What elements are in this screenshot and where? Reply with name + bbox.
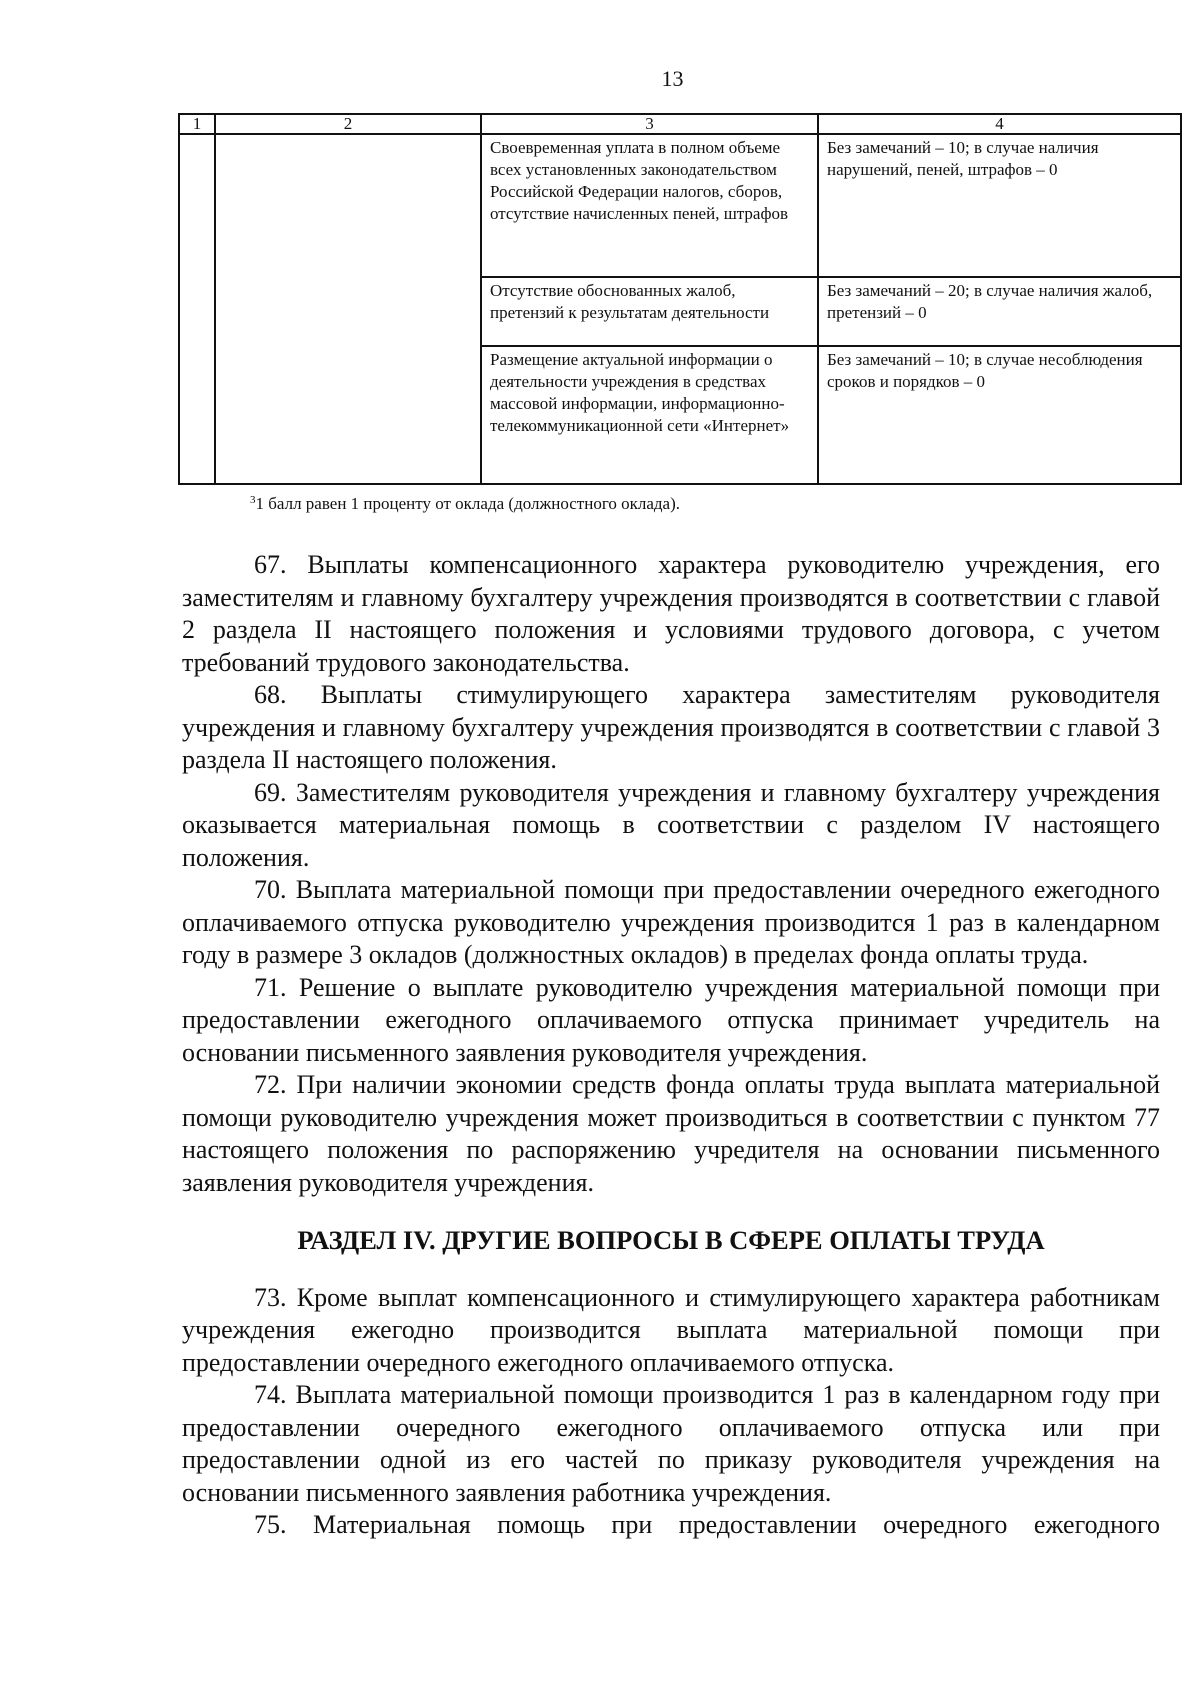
paragraph-69: 69. Заместителям руководителя учреждения и главному бухгалтеру учреждения оказывается материальная помощь в соответствии с разделом IV настоящего положения. <box>182 777 1160 872</box>
criterion-cell: Своевременная уплата в полном объеме всех установленных законодательством Российской Федерации налогов, сборов, отсутствие начисленных пеней, штрафов <box>481 134 818 277</box>
score-cell: Без замечаний – 10; в случае несоблюдения сроков и порядков – 0 <box>818 346 1181 484</box>
table-header-row <box>179 114 1181 134</box>
column-header-4: 4 <box>818 114 1181 134</box>
table-cell-col1 <box>179 134 215 484</box>
table-cell-col2 <box>215 134 481 484</box>
paragraph-70: 70. Выплата материальной помощи при предоставлении очередного ежегодного оплачиваемого отпуска руководителю учреждения производится 1 раз в календарном году в размере 3 окладов (должностных окладов) в пределах фонда оплаты труда. <box>182 875 1160 969</box>
section-title: РАЗДЕЛ IV. ДРУГИЕ ВОПРОСЫ В СФЕРЕ ОПЛАТЫ ТРУДА <box>297 1225 1045 1255</box>
score-cell: Без замечаний – 20; в случае наличия жалоб, претензий – 0 <box>818 277 1181 346</box>
table-footnote <box>250 494 680 514</box>
page-number: 13 <box>661 66 684 91</box>
criteria-table <box>178 113 1182 485</box>
criterion-cell: Размещение актуальной информации о деятельности учреждения в средствах массовой информации, информационно-телекоммуникационной сети «Интернет» <box>481 346 818 484</box>
paragraph-68: 68. Выплаты стимулирующего характера заместителям руководителя учреждения и главному бухгалтеру учреждения производятся в соответствии с главой 3 раздела II настоящего положения. <box>182 680 1160 774</box>
score-cell: Без замечаний – 10; в случае наличия нарушений, пеней, штрафов – 0 <box>818 134 1181 277</box>
paragraph-75: 75. Материальная помощь при предоставлении очередного ежегодного <box>254 1510 1160 1539</box>
footnote-text: 1 балл равен 1 проценту от оклада (должностного оклада). <box>255 494 681 513</box>
criterion-cell: Отсутствие обоснованных жалоб, претензий к результатам деятельности <box>481 277 818 346</box>
paragraph-73: 73. Кроме выплат компенсационного и стимулирующего характера работникам учреждения ежегодно производится выплата материальной помощи при предоставлении очередного ежегодного оплачиваемого отпуска. <box>182 1282 1160 1377</box>
paragraph-71: 71. Решение о выплате руководителю учреждения материальной помощи при предоставлении ежегодного оплачиваемого отпуска принимает учредитель на основании письменного заявления руководителя учреждения. <box>182 972 1160 1067</box>
document-body <box>182 549 1160 1542</box>
paragraph-74: 74. Выплата материальной помощи производится 1 раз в календарном году при предоставлении очередного ежегодного оплачиваемого отпуска или при предоставлении одной из его частей по приказу руководителя учреждения на основании письменного заявления работника учреждения. <box>182 1380 1160 1507</box>
paragraph-72: 72. При наличии экономии средств фонда оплаты труда выплата материальной помощи руководителю учреждения может производиться в соответствии с пунктом 77 настоящего положения по распоряжению учредителя на основании письменного заявления руководителя учреждения. <box>182 1070 1160 1197</box>
column-header-2: 2 <box>215 114 481 134</box>
column-header-1: 1 <box>179 114 215 134</box>
paragraph-67: 67. Выплаты компенсационного характера руководителю учреждения, его заместителям и главному бухгалтеру учреждения производятся в соответствии с главой 2 раздела II настоящего положения и условиями трудового договора, с учетом требований трудового законодательства. <box>182 550 1160 677</box>
column-header-3: 3 <box>481 114 818 134</box>
footnote-mark: 3 <box>250 494 256 506</box>
table-row <box>179 134 1181 277</box>
